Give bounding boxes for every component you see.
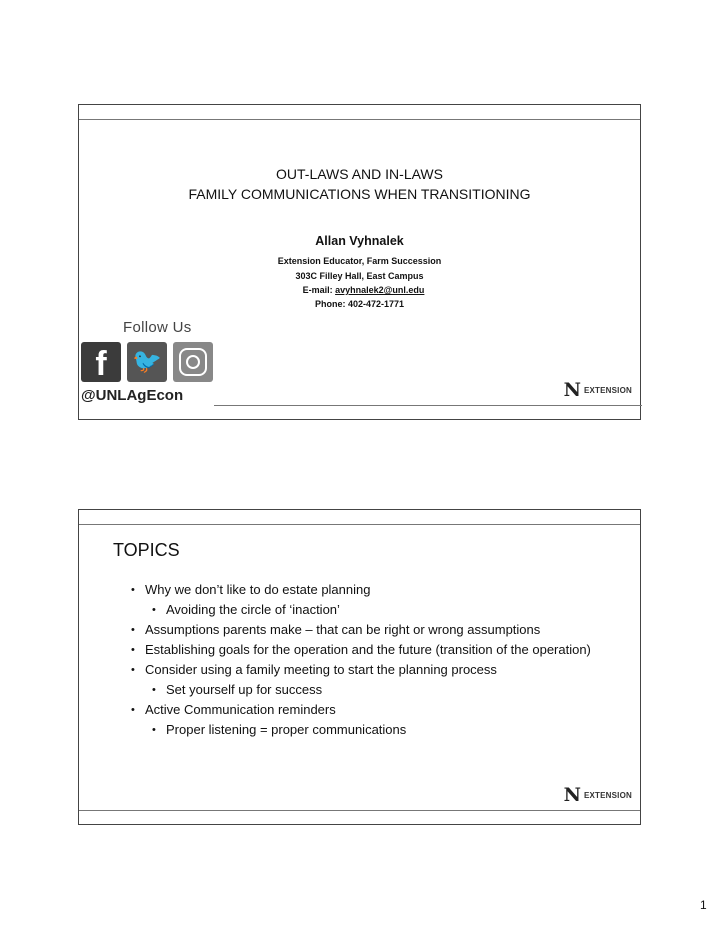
social-handle: @UNLAgEcon [81, 387, 184, 404]
presenter-email-line [79, 284, 640, 296]
email-link[interactable]: avyhnalek2@unl.edu [335, 285, 425, 295]
list-item: • Assumptions parents make – that can be right or wrong assumptions [131, 622, 541, 637]
nebraska-n-icon: N [563, 379, 581, 401]
instagram-icon [173, 342, 213, 382]
twitter-icon: 🐦 [127, 342, 167, 382]
bullet: • [152, 724, 156, 736]
bullet: • [131, 704, 135, 716]
topics-slide [78, 509, 641, 825]
extension-logo [564, 381, 632, 399]
slide-header-rule [79, 524, 640, 525]
slide-footer-rule [79, 810, 640, 811]
topics-title: TOPICS [113, 540, 180, 560]
list-item: • Avoiding the circle of ‘inaction’ [152, 602, 340, 617]
title-slide [78, 104, 641, 420]
presenter-address: 303C Filley Hall, East Campus [295, 271, 424, 281]
bullet: • [131, 624, 135, 636]
bullet: • [131, 584, 135, 596]
list-item: • Set yourself up for success [152, 682, 323, 697]
presenter-name: Allan Vyhnalek [315, 234, 404, 248]
slide-title-line-1: OUT-LAWS AND IN-LAWS [276, 166, 443, 182]
facebook-icon: f [81, 342, 121, 382]
email-label: E-mail: [302, 285, 336, 295]
topics-list [79, 582, 619, 742]
list-item: • Active Communication reminders [131, 702, 336, 717]
instagram-icon-lens [186, 355, 200, 369]
list-item: • Why we don’t like to do estate planning [131, 582, 371, 597]
list-item: • Establishing goals for the operation and the future (transition of the operation) [131, 642, 591, 657]
slide-title-line-2: FAMILY COMMUNICATIONS WHEN TRANSITIONING [188, 186, 531, 202]
social-follow-block [79, 317, 219, 405]
extension-logo [564, 786, 632, 804]
bullet: • [152, 684, 156, 696]
follow-us-label: Follow Us [123, 319, 192, 336]
page-number: 1 [700, 898, 707, 912]
slide-header-rule [79, 119, 640, 120]
bullet: • [152, 604, 156, 616]
list-item: • Proper listening = proper communications [152, 722, 407, 737]
presenter-role: Extension Educator, Farm Succession [277, 256, 442, 266]
bullet: • [131, 644, 135, 656]
bullet: • [131, 664, 135, 676]
nebraska-n-icon: N [563, 784, 581, 806]
slide-footer-rule [214, 405, 642, 406]
extension-logo-text: EXTENSION [583, 385, 632, 395]
presenter-phone: Phone: 402-472-1771 [314, 299, 405, 309]
list-item: • Consider using a family meeting to start the planning process [131, 662, 497, 677]
extension-logo-text: EXTENSION [583, 790, 632, 800]
